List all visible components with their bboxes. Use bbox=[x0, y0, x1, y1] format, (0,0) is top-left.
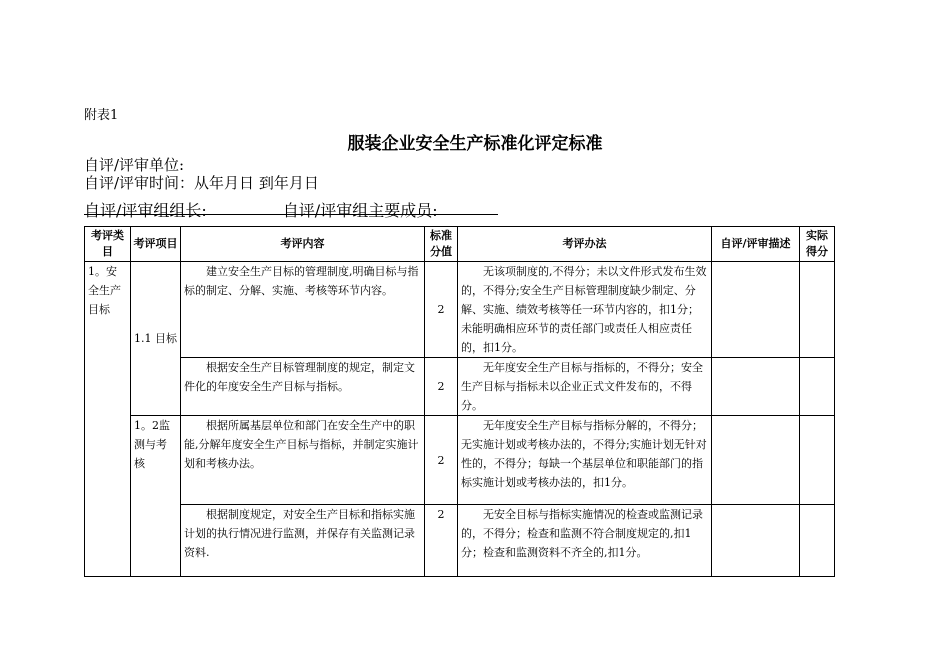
assessment-table bbox=[84, 226, 835, 577]
appendix-label: 附表1 bbox=[84, 108, 119, 123]
score-cell: 2 bbox=[425, 262, 458, 358]
period-field-label: 自评/评审时间：从年月日 到年月日 bbox=[84, 174, 319, 192]
method-cell: 无年度安全生产目标与指标的，不得分；安全生产目标与指标未以企业正式文件发布的，不得分。 bbox=[458, 358, 712, 416]
signature-underline bbox=[84, 214, 498, 215]
members-label: 自评/评审组主要成员: bbox=[282, 201, 438, 220]
method-cell: 无该项制度的,不得分；未以文件形式发布生效的，不得分;安全生产目标管理制度缺少制定、分解、实施、绩效考核等任一环节内容的，扣1分；未能明确相应环节的责任部门或责任人相应责任的，扣1分。 bbox=[458, 262, 712, 358]
score-cell: 2 bbox=[425, 358, 458, 416]
review-team-line bbox=[84, 198, 438, 221]
actual-score-cell[interactable] bbox=[800, 416, 835, 505]
actual-score-cell[interactable] bbox=[800, 262, 835, 358]
score-cell: 2 bbox=[425, 505, 458, 577]
method-cell: 无年度安全生产目标与指标分解的，不得分；无实施计划或考核办法的，不得分;实施计划无针对性的，不得分；每缺一个基层单位和职能部门的指标实施计划或考核办法的，扣1分。 bbox=[458, 416, 712, 505]
table-row bbox=[85, 416, 835, 505]
header-content: 考评内容 bbox=[181, 227, 425, 262]
actual-score-cell[interactable] bbox=[800, 358, 835, 416]
score-cell: 2 bbox=[425, 416, 458, 505]
header-score: 标准分值 bbox=[425, 227, 458, 262]
leader-label: 自评/评审组组长: bbox=[84, 201, 207, 220]
item-cell: 1.1 目标 bbox=[131, 262, 181, 416]
table-header-row bbox=[85, 227, 835, 262]
method-cell: 无安全目标与指标实施情况的检查或监测记录的，不得分；检查和监测不符合制度规定的,扣1分；检查和监测资料不齐全的,扣1分。 bbox=[458, 505, 712, 577]
header-actual-score: 实际得分 bbox=[800, 227, 835, 262]
table-row bbox=[85, 262, 835, 358]
actual-score-cell[interactable] bbox=[800, 505, 835, 577]
unit-field-label: 自评/评审单位: bbox=[84, 156, 185, 174]
header-self-eval: 自评/评审描述 bbox=[712, 227, 800, 262]
self-eval-cell[interactable] bbox=[712, 416, 800, 505]
item-cell: 1。2监测与考核 bbox=[131, 416, 181, 577]
category-cell: 1。安全生产目标 bbox=[85, 262, 131, 577]
header-category: 考评类目 bbox=[85, 227, 131, 262]
self-eval-cell[interactable] bbox=[712, 262, 800, 358]
header-method: 考评办法 bbox=[458, 227, 712, 262]
content-cell: 根据所属基层单位和部门在安全生产中的职能,分解年度安全生产目标与指标，并制定实施计划和考核办法。 bbox=[181, 416, 425, 505]
content-cell: 建立安全生产目标的管理制度,明确目标与指标的制定、分解、实施、考核等环节内容。 bbox=[181, 262, 425, 358]
content-cell: 根据制度规定，对安全生产目标和指标实施计划的执行情况进行监测，并保存有关监测记录资料. bbox=[181, 505, 425, 577]
self-eval-cell[interactable] bbox=[712, 358, 800, 416]
content-cell: 根据安全生产目标管理制度的规定，制定文件化的年度安全生产目标与指标。 bbox=[181, 358, 425, 416]
table-row bbox=[85, 505, 835, 577]
table-row bbox=[85, 358, 835, 416]
self-eval-cell[interactable] bbox=[712, 505, 800, 577]
header-item: 考评项目 bbox=[131, 227, 181, 262]
page-title: 服装企业安全生产标准化评定标准 bbox=[347, 134, 603, 154]
